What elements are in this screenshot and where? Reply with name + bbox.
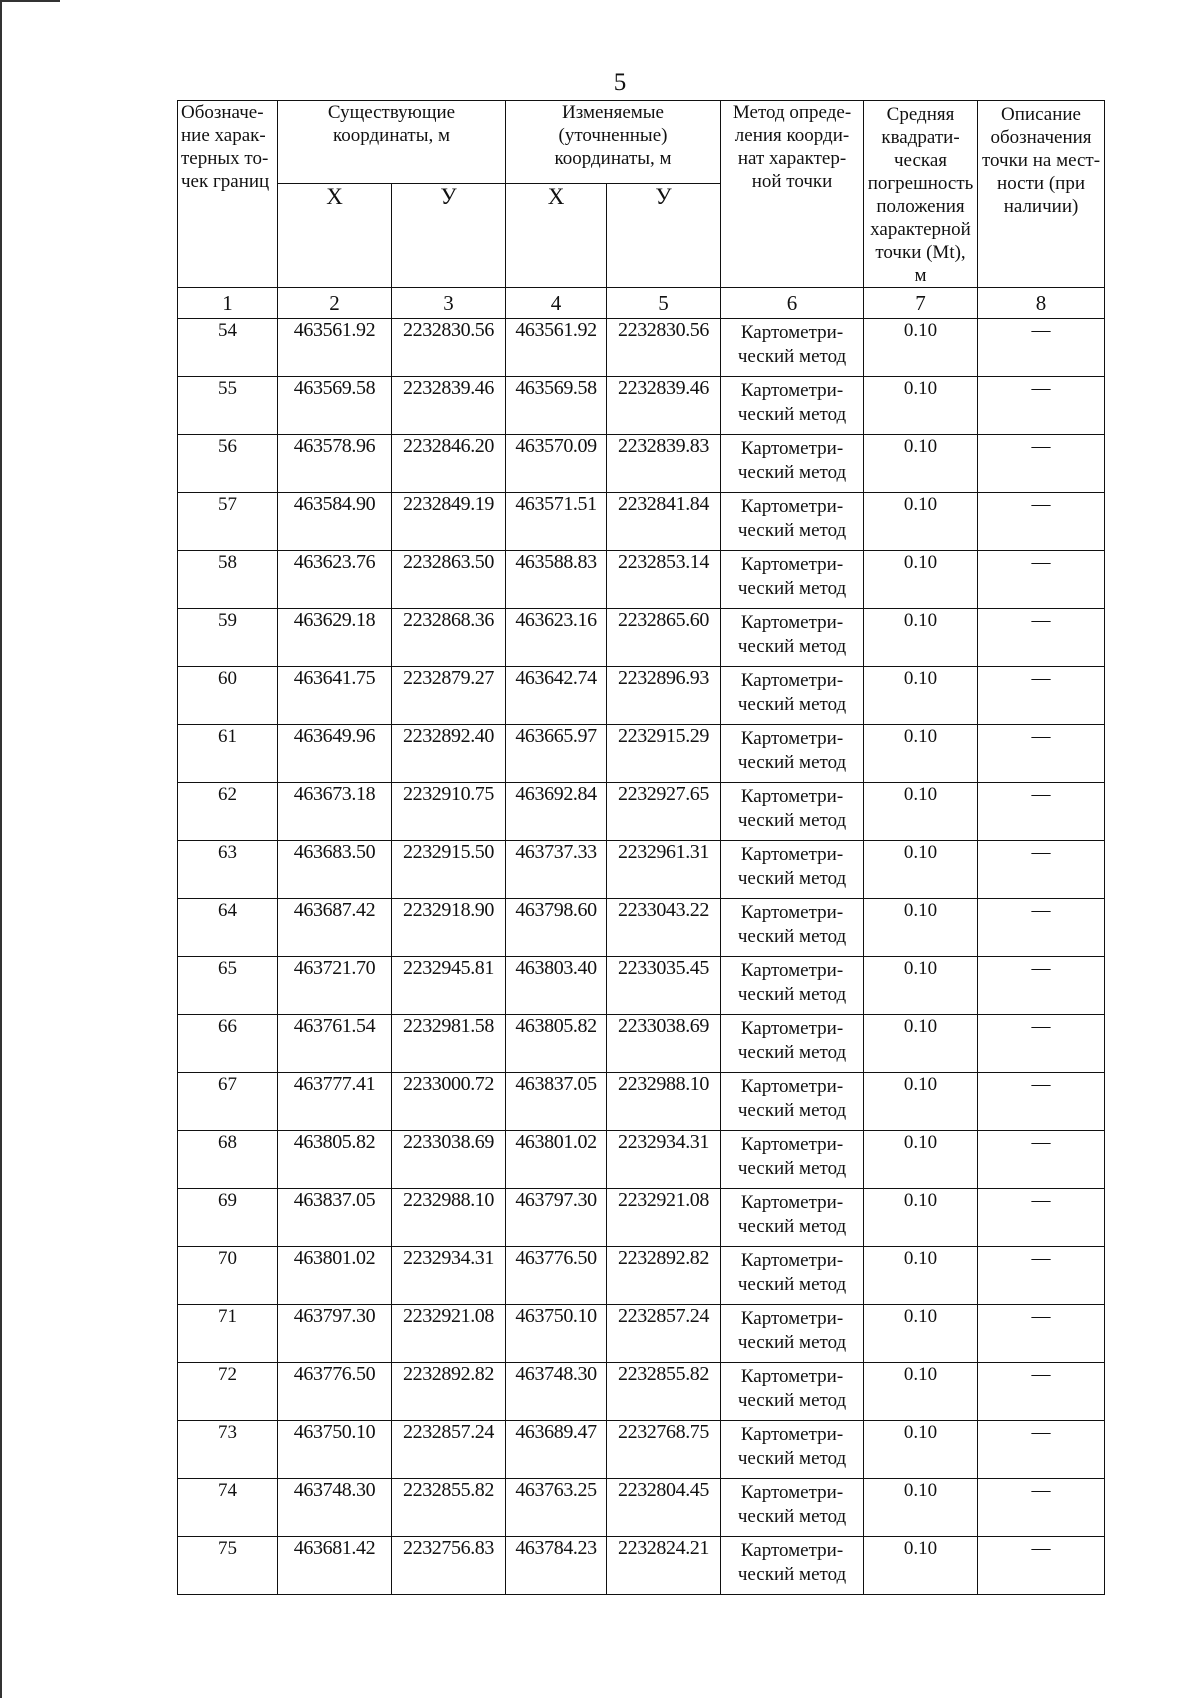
changed-x-cell: 463748.30 <box>506 1363 607 1421</box>
table-row <box>178 1189 1105 1247</box>
header-changed-coordinates <box>506 101 721 184</box>
existing-x-cell: 463750.10 <box>278 1421 392 1479</box>
changed-x-cell: 463692.84 <box>506 783 607 841</box>
changed-x-cell: 463763.25 <box>506 1479 607 1537</box>
method-text: ческий метод <box>737 1158 847 1179</box>
accuracy-cell: 0.10 <box>864 1305 978 1363</box>
changed-x-cell: 463776.50 <box>506 1247 607 1305</box>
column-number: 3 <box>392 288 506 319</box>
header-text: м <box>914 265 927 286</box>
method-cell <box>721 1363 864 1421</box>
method-cell <box>721 957 864 1015</box>
changed-y-cell: 2232855.82 <box>607 1363 721 1421</box>
changed-y-cell: 2232988.10 <box>607 1073 721 1131</box>
method-text: Картометри- <box>740 1308 844 1329</box>
description-cell: — <box>978 493 1105 551</box>
header-text: ческая <box>894 150 948 171</box>
method-text: ческий метод <box>737 636 847 657</box>
accuracy-cell: 0.10 <box>864 551 978 609</box>
method-text: Картометри- <box>740 1482 844 1503</box>
existing-x-cell: 463721.70 <box>278 957 392 1015</box>
point-number-cell: 55 <box>178 377 278 435</box>
description-cell: — <box>978 1189 1105 1247</box>
existing-y-cell: 2232846.20 <box>392 435 506 493</box>
column-number: 7 <box>864 288 978 319</box>
method-text: Картометри- <box>740 1134 844 1155</box>
existing-x-cell: 463584.90 <box>278 493 392 551</box>
description-cell: — <box>978 841 1105 899</box>
accuracy-cell: 0.10 <box>864 841 978 899</box>
header-text: Средняя <box>886 104 955 125</box>
method-cell <box>721 609 864 667</box>
existing-y-cell: 2232855.82 <box>392 1479 506 1537</box>
point-number-cell: 69 <box>178 1189 278 1247</box>
accuracy-cell: 0.10 <box>864 1421 978 1479</box>
existing-x-cell: 463761.54 <box>278 1015 392 1073</box>
changed-y-cell: 2232896.93 <box>607 667 721 725</box>
header-text: координаты, м <box>554 148 672 169</box>
point-number-cell: 63 <box>178 841 278 899</box>
method-cell <box>721 319 864 377</box>
method-text: Картометри- <box>740 380 844 401</box>
existing-x-cell: 463629.18 <box>278 609 392 667</box>
changed-y-cell: 2232865.60 <box>607 609 721 667</box>
changed-x-cell: 463588.83 <box>506 551 607 609</box>
header-x-existing: X <box>278 184 392 288</box>
existing-y-cell: 2232857.24 <box>392 1421 506 1479</box>
point-number-cell: 72 <box>178 1363 278 1421</box>
changed-y-cell: 2232857.24 <box>607 1305 721 1363</box>
accuracy-cell: 0.10 <box>864 1073 978 1131</box>
accuracy-cell: 0.10 <box>864 377 978 435</box>
changed-y-cell: 2233043.22 <box>607 899 721 957</box>
method-cell <box>721 1073 864 1131</box>
point-number-cell: 54 <box>178 319 278 377</box>
point-number-cell: 73 <box>178 1421 278 1479</box>
method-text: ческий метод <box>737 810 847 831</box>
accuracy-cell: 0.10 <box>864 783 978 841</box>
header-x-changed: X <box>506 184 607 288</box>
accuracy-cell: 0.10 <box>864 667 978 725</box>
changed-y-cell: 2233038.69 <box>607 1015 721 1073</box>
header-text: обозначения <box>990 127 1092 148</box>
header-text: положения <box>876 196 965 217</box>
column-number: 6 <box>721 288 864 319</box>
method-cell <box>721 841 864 899</box>
method-text: Картометри- <box>740 1250 844 1271</box>
description-cell: — <box>978 1131 1105 1189</box>
column-number: 4 <box>506 288 607 319</box>
header-text: Изменяемые <box>562 102 664 123</box>
changed-y-cell: 2232961.31 <box>607 841 721 899</box>
existing-x-cell: 463748.30 <box>278 1479 392 1537</box>
coordinates-table <box>177 100 1105 1595</box>
header-text: ления коорди- <box>734 125 850 146</box>
existing-x-cell: 463578.96 <box>278 435 392 493</box>
existing-x-cell: 463673.18 <box>278 783 392 841</box>
changed-y-cell: 2232921.08 <box>607 1189 721 1247</box>
point-number-cell: 59 <box>178 609 278 667</box>
method-text: Картометри- <box>740 1018 844 1039</box>
changed-x-cell: 463803.40 <box>506 957 607 1015</box>
existing-x-cell: 463837.05 <box>278 1189 392 1247</box>
method-text: Картометри- <box>740 1424 844 1445</box>
accuracy-cell: 0.10 <box>864 957 978 1015</box>
method-text: ческий метод <box>737 1216 847 1237</box>
changed-x-cell: 463805.82 <box>506 1015 607 1073</box>
header-y-changed: У <box>607 184 721 288</box>
point-number-cell: 74 <box>178 1479 278 1537</box>
method-text: ческий метод <box>737 520 847 541</box>
changed-y-cell: 2232841.84 <box>607 493 721 551</box>
method-cell <box>721 667 864 725</box>
method-text: ческий метод <box>737 1100 847 1121</box>
method-text: Картометри- <box>740 844 844 865</box>
page-edge-top <box>0 0 60 2</box>
changed-y-cell: 2232927.65 <box>607 783 721 841</box>
changed-x-cell: 463689.47 <box>506 1421 607 1479</box>
changed-x-cell: 463737.33 <box>506 841 607 899</box>
table-row <box>178 319 1105 377</box>
table-row <box>178 1479 1105 1537</box>
method-cell <box>721 551 864 609</box>
method-text: Картометри- <box>740 1366 844 1387</box>
method-cell <box>721 1189 864 1247</box>
method-text: ческий метод <box>737 868 847 889</box>
header-text: нат характер- <box>737 148 847 169</box>
description-cell: — <box>978 1421 1105 1479</box>
table-row <box>178 1073 1105 1131</box>
changed-x-cell: 463561.92 <box>506 319 607 377</box>
method-text: Картометри- <box>740 1192 844 1213</box>
table-row <box>178 725 1105 783</box>
existing-y-cell: 2233038.69 <box>392 1131 506 1189</box>
column-number: 8 <box>978 288 1105 319</box>
method-cell <box>721 1421 864 1479</box>
column-number: 5 <box>607 288 721 319</box>
method-text: Картометри- <box>740 786 844 807</box>
method-cell <box>721 783 864 841</box>
method-text: Картометри- <box>740 322 844 343</box>
header-text: Существующие <box>327 102 456 123</box>
method-text: ческий метод <box>737 694 847 715</box>
point-number-cell: 58 <box>178 551 278 609</box>
changed-y-cell: 2232853.14 <box>607 551 721 609</box>
existing-y-cell: 2232830.56 <box>392 319 506 377</box>
accuracy-cell: 0.10 <box>864 435 978 493</box>
table-row <box>178 1131 1105 1189</box>
existing-y-cell: 2232981.58 <box>392 1015 506 1073</box>
table-row <box>178 377 1105 435</box>
accuracy-cell: 0.10 <box>864 1247 978 1305</box>
header-method <box>721 101 864 288</box>
accuracy-cell: 0.10 <box>864 899 978 957</box>
column-number-row <box>178 288 1105 319</box>
header-text: (уточненные) <box>558 125 668 146</box>
changed-y-cell: 2232915.29 <box>607 725 721 783</box>
method-text: ческий метод <box>737 1506 847 1527</box>
table-row <box>178 783 1105 841</box>
changed-y-cell: 2232934.31 <box>607 1131 721 1189</box>
description-cell: — <box>978 1073 1105 1131</box>
description-cell: — <box>978 783 1105 841</box>
point-number-cell: 75 <box>178 1537 278 1595</box>
header-text: координаты, м <box>332 125 451 146</box>
method-text: ческий метод <box>737 1448 847 1469</box>
page-number: 5 <box>613 69 627 96</box>
method-text: Картометри- <box>740 438 844 459</box>
point-number-cell: 66 <box>178 1015 278 1073</box>
changed-x-cell: 463784.23 <box>506 1537 607 1595</box>
existing-x-cell: 463801.02 <box>278 1247 392 1305</box>
header-text: квадрати- <box>881 127 960 148</box>
changed-y-cell: 2232830.56 <box>607 319 721 377</box>
existing-y-cell: 2232921.08 <box>392 1305 506 1363</box>
point-number-cell: 62 <box>178 783 278 841</box>
method-cell <box>721 493 864 551</box>
changed-y-cell: 2232804.45 <box>607 1479 721 1537</box>
changed-y-cell: 2232839.46 <box>607 377 721 435</box>
method-text: Картометри- <box>740 728 844 749</box>
table-row <box>178 899 1105 957</box>
existing-y-cell: 2232988.10 <box>392 1189 506 1247</box>
method-text: ческий метод <box>737 578 847 599</box>
header-text: погрешность <box>867 173 974 194</box>
header-text: Обозначе- <box>181 102 264 123</box>
table-row <box>178 1015 1105 1073</box>
header-text: ние харак- <box>181 125 266 146</box>
table-row <box>178 493 1105 551</box>
header-text: точки (Mt), <box>875 242 966 263</box>
accuracy-cell: 0.10 <box>864 319 978 377</box>
description-cell: — <box>978 551 1105 609</box>
description-cell: — <box>978 1479 1105 1537</box>
changed-x-cell: 463642.74 <box>506 667 607 725</box>
existing-x-cell: 463683.50 <box>278 841 392 899</box>
changed-x-cell: 463665.97 <box>506 725 607 783</box>
method-text: ческий метод <box>737 752 847 773</box>
header-text: ной точки <box>751 171 833 192</box>
method-text: ческий метод <box>737 1042 847 1063</box>
method-text: Картометри- <box>740 670 844 691</box>
method-text: Картометри- <box>740 496 844 517</box>
header-accuracy <box>864 101 978 288</box>
method-cell <box>721 1131 864 1189</box>
existing-x-cell: 463805.82 <box>278 1131 392 1189</box>
changed-y-cell: 2232892.82 <box>607 1247 721 1305</box>
method-text: ческий метод <box>737 1390 847 1411</box>
description-cell: — <box>978 1305 1105 1363</box>
point-number-cell: 71 <box>178 1305 278 1363</box>
method-text: ческий метод <box>737 926 847 947</box>
header-text: точки на мест- <box>981 150 1101 171</box>
existing-y-cell: 2232918.90 <box>392 899 506 957</box>
method-cell <box>721 1247 864 1305</box>
existing-y-cell: 2232945.81 <box>392 957 506 1015</box>
description-cell: — <box>978 377 1105 435</box>
method-cell <box>721 725 864 783</box>
description-cell: — <box>978 609 1105 667</box>
changed-x-cell: 463837.05 <box>506 1073 607 1131</box>
method-text: Картометри- <box>740 554 844 575</box>
method-text: ческий метод <box>737 984 847 1005</box>
existing-x-cell: 463569.58 <box>278 377 392 435</box>
existing-y-cell: 2232849.19 <box>392 493 506 551</box>
description-cell: — <box>978 957 1105 1015</box>
existing-y-cell: 2232863.50 <box>392 551 506 609</box>
changed-x-cell: 463569.58 <box>506 377 607 435</box>
method-cell <box>721 435 864 493</box>
existing-x-cell: 463649.96 <box>278 725 392 783</box>
header-point-designation <box>178 101 278 288</box>
method-cell <box>721 1305 864 1363</box>
header-text: характерной <box>870 219 971 240</box>
point-number-cell: 68 <box>178 1131 278 1189</box>
header-description <box>978 101 1105 288</box>
page-edge-left <box>0 0 2 1698</box>
table-row <box>178 435 1105 493</box>
table-row <box>178 551 1105 609</box>
header-text: чек границ <box>181 171 270 192</box>
existing-x-cell: 463797.30 <box>278 1305 392 1363</box>
accuracy-cell: 0.10 <box>864 609 978 667</box>
method-text: ческий метод <box>737 404 847 425</box>
changed-y-cell: 2232768.75 <box>607 1421 721 1479</box>
table-row <box>178 1247 1105 1305</box>
existing-y-cell: 2232934.31 <box>392 1247 506 1305</box>
accuracy-cell: 0.10 <box>864 725 978 783</box>
existing-x-cell: 463623.76 <box>278 551 392 609</box>
changed-x-cell: 463798.60 <box>506 899 607 957</box>
accuracy-cell: 0.10 <box>864 1537 978 1595</box>
description-cell: — <box>978 1363 1105 1421</box>
point-number-cell: 60 <box>178 667 278 725</box>
existing-x-cell: 463641.75 <box>278 667 392 725</box>
existing-y-cell: 2232915.50 <box>392 841 506 899</box>
method-cell <box>721 1479 864 1537</box>
method-text: ческий метод <box>737 1332 847 1353</box>
point-number-cell: 67 <box>178 1073 278 1131</box>
existing-y-cell: 2232868.36 <box>392 609 506 667</box>
description-cell: — <box>978 1015 1105 1073</box>
existing-y-cell: 2233000.72 <box>392 1073 506 1131</box>
changed-x-cell: 463750.10 <box>506 1305 607 1363</box>
existing-y-cell: 2232839.46 <box>392 377 506 435</box>
method-text: ческий метод <box>737 462 847 483</box>
table-row <box>178 957 1105 1015</box>
table-row <box>178 841 1105 899</box>
description-cell: — <box>978 725 1105 783</box>
description-cell: — <box>978 667 1105 725</box>
header-existing-coordinates <box>278 101 506 184</box>
point-number-cell: 65 <box>178 957 278 1015</box>
description-cell: — <box>978 1247 1105 1305</box>
method-text: ческий метод <box>737 346 847 367</box>
existing-y-cell: 2232892.82 <box>392 1363 506 1421</box>
header-row-1 <box>178 101 1105 184</box>
point-number-cell: 57 <box>178 493 278 551</box>
method-text: Картометри- <box>740 960 844 981</box>
existing-x-cell: 463561.92 <box>278 319 392 377</box>
existing-x-cell: 463681.42 <box>278 1537 392 1595</box>
table-row <box>178 1537 1105 1595</box>
header-text: Метод опреде- <box>732 102 852 123</box>
changed-x-cell: 463570.09 <box>506 435 607 493</box>
table-row <box>178 609 1105 667</box>
accuracy-cell: 0.10 <box>864 1131 978 1189</box>
description-cell: — <box>978 899 1105 957</box>
method-text: Картометри- <box>740 1076 844 1097</box>
existing-x-cell: 463777.41 <box>278 1073 392 1131</box>
accuracy-cell: 0.10 <box>864 493 978 551</box>
description-cell: — <box>978 319 1105 377</box>
header-text: наличии) <box>1003 196 1079 217</box>
method-text: ческий метод <box>737 1274 847 1295</box>
changed-y-cell: 2232839.83 <box>607 435 721 493</box>
existing-x-cell: 463776.50 <box>278 1363 392 1421</box>
table-row <box>178 1421 1105 1479</box>
accuracy-cell: 0.10 <box>864 1479 978 1537</box>
accuracy-cell: 0.10 <box>864 1363 978 1421</box>
point-number-cell: 61 <box>178 725 278 783</box>
changed-x-cell: 463571.51 <box>506 493 607 551</box>
method-text: Картометри- <box>740 612 844 633</box>
changed-x-cell: 463797.30 <box>506 1189 607 1247</box>
column-number: 2 <box>278 288 392 319</box>
existing-y-cell: 2232892.40 <box>392 725 506 783</box>
table-row <box>178 1363 1105 1421</box>
accuracy-cell: 0.10 <box>864 1015 978 1073</box>
changed-x-cell: 463623.16 <box>506 609 607 667</box>
accuracy-cell: 0.10 <box>864 1189 978 1247</box>
changed-y-cell: 2233035.45 <box>607 957 721 1015</box>
point-number-cell: 70 <box>178 1247 278 1305</box>
table-row <box>178 667 1105 725</box>
existing-y-cell: 2232879.27 <box>392 667 506 725</box>
method-text: Картометри- <box>740 1540 844 1561</box>
method-text: Картометри- <box>740 902 844 923</box>
point-number-cell: 56 <box>178 435 278 493</box>
changed-y-cell: 2232824.21 <box>607 1537 721 1595</box>
header-text: Описание <box>1001 104 1081 125</box>
method-cell <box>721 377 864 435</box>
existing-x-cell: 463687.42 <box>278 899 392 957</box>
header-y-existing: У <box>392 184 506 288</box>
column-number: 1 <box>178 288 278 319</box>
method-text: ческий метод <box>737 1564 847 1585</box>
header-text: терных то- <box>181 148 269 169</box>
changed-x-cell: 463801.02 <box>506 1131 607 1189</box>
existing-y-cell: 2232910.75 <box>392 783 506 841</box>
point-number-cell: 64 <box>178 899 278 957</box>
method-cell <box>721 1537 864 1595</box>
existing-y-cell: 2232756.83 <box>392 1537 506 1595</box>
method-cell <box>721 1015 864 1073</box>
description-cell: — <box>978 435 1105 493</box>
description-cell: — <box>978 1537 1105 1595</box>
method-cell <box>721 899 864 957</box>
header-text: ности (при <box>997 173 1085 194</box>
table-row <box>178 1305 1105 1363</box>
